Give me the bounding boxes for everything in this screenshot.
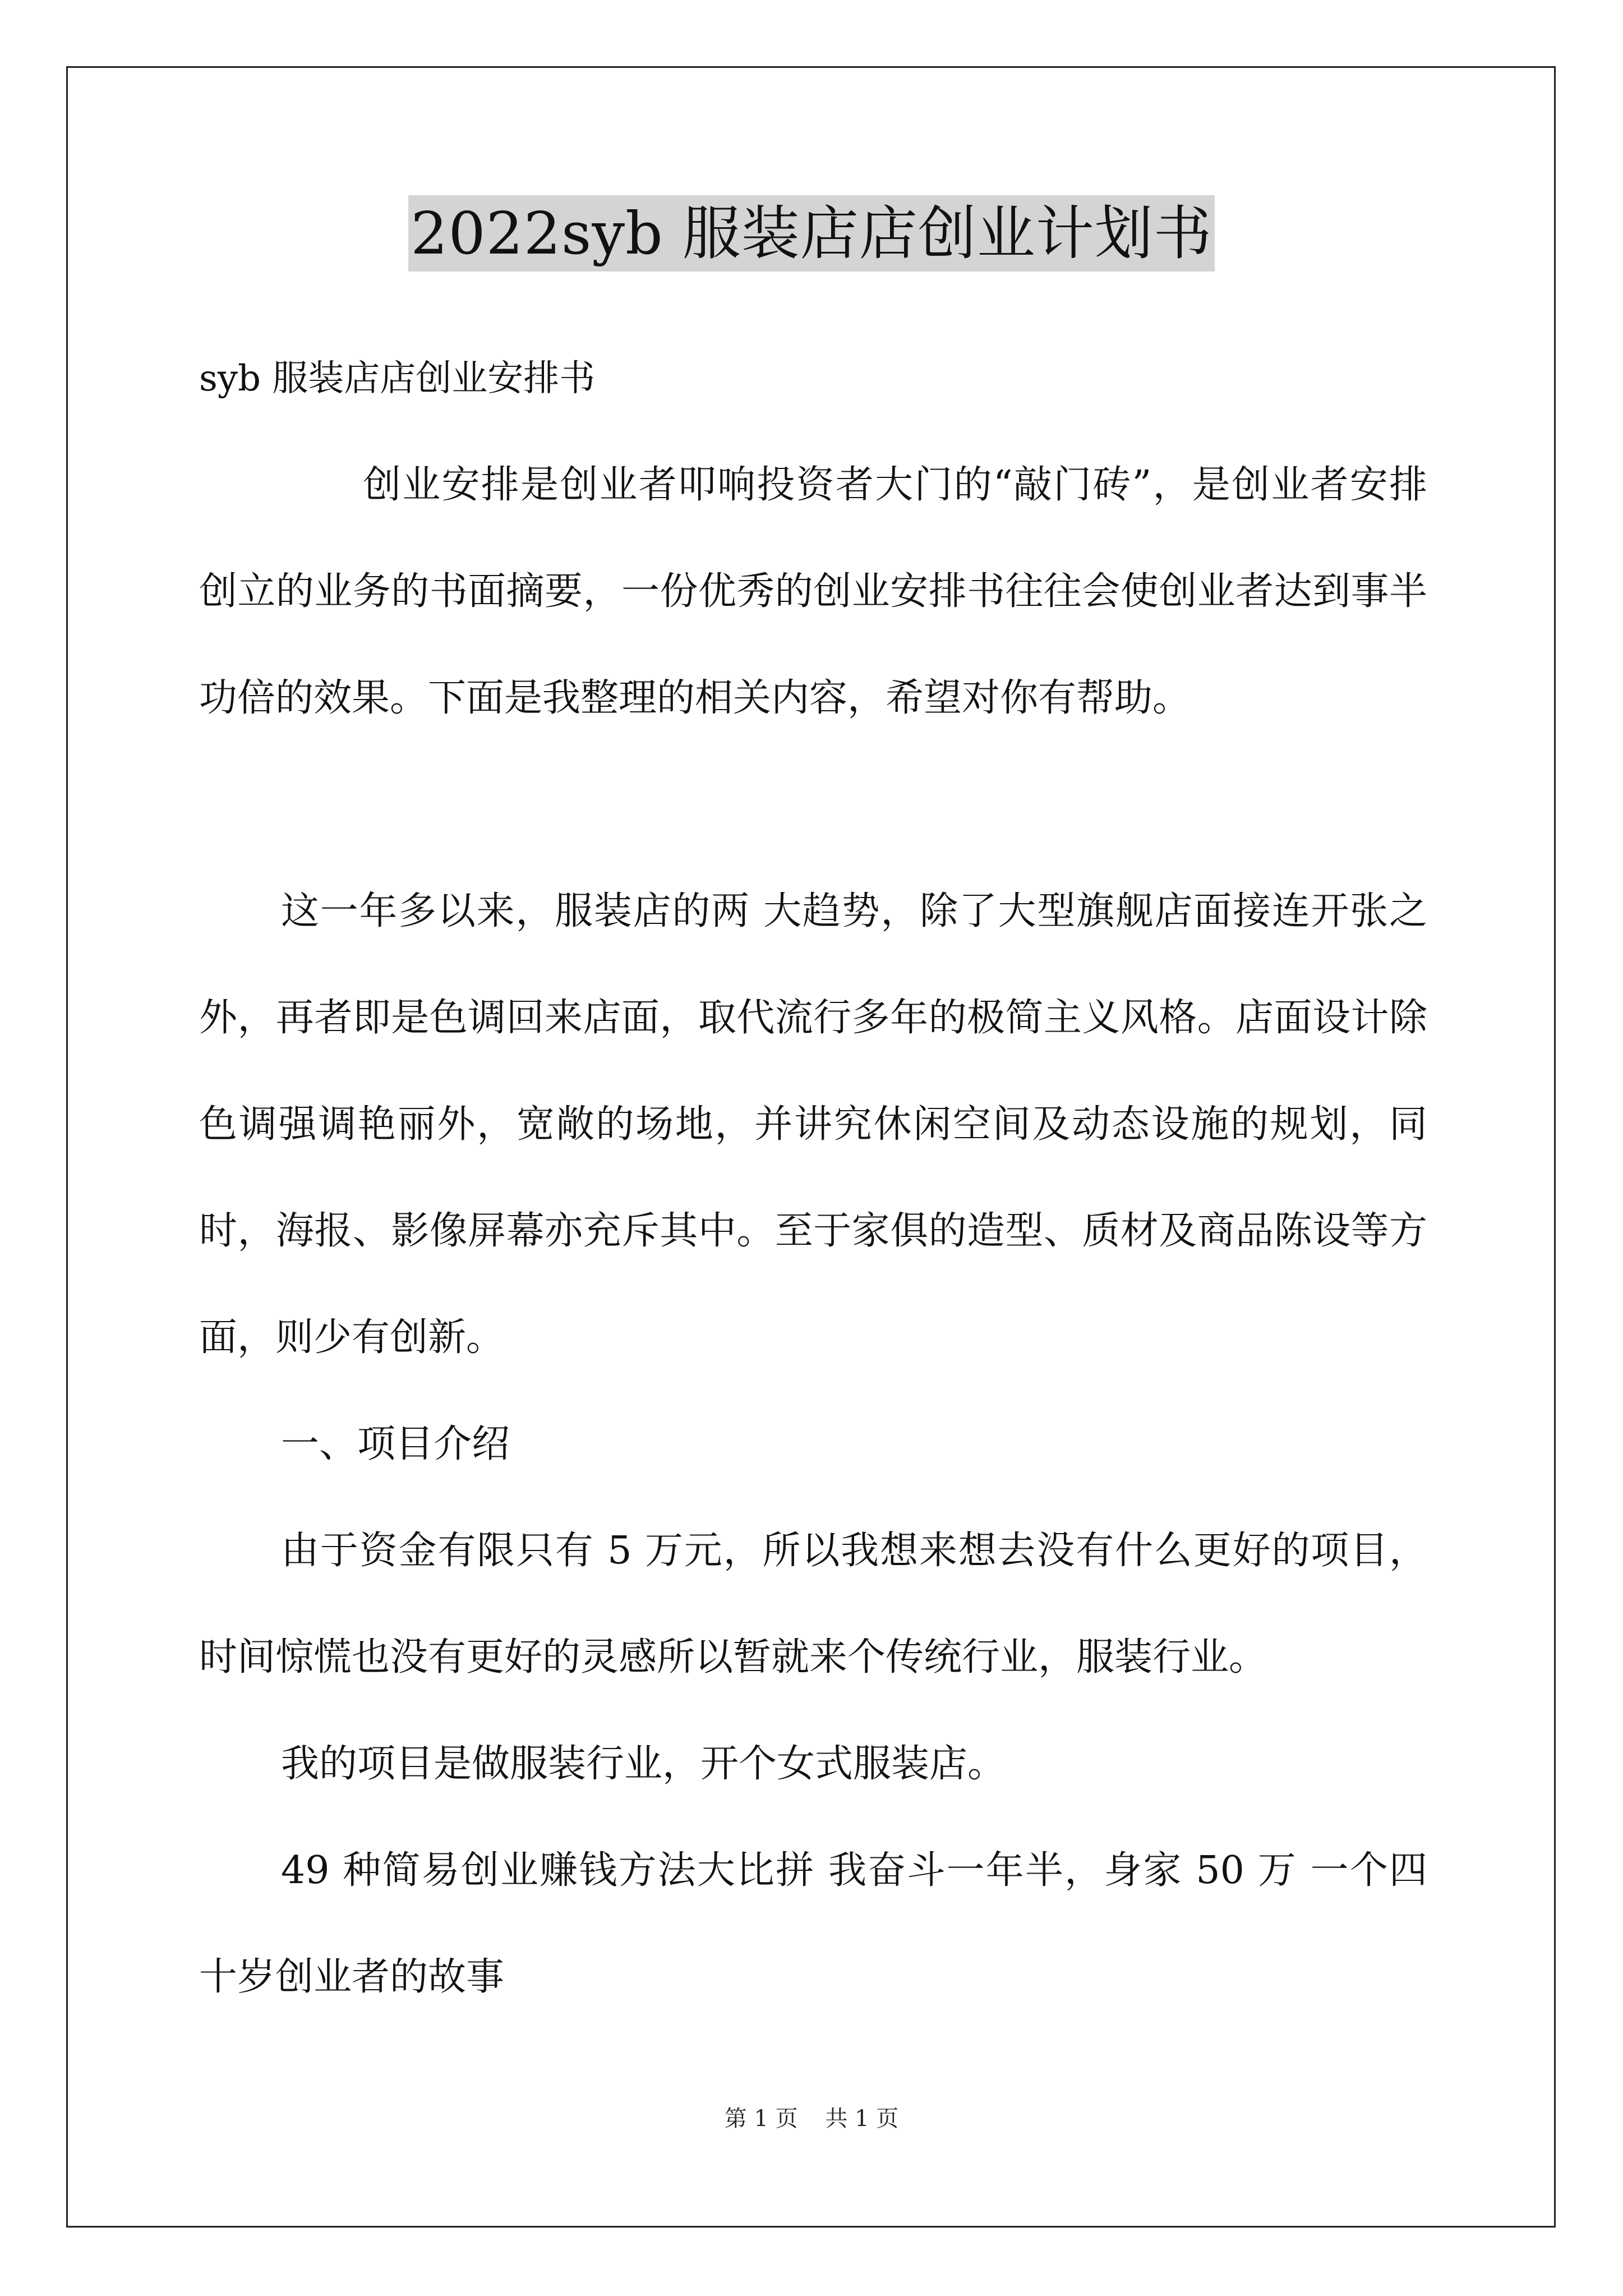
page-footer bbox=[0, 2101, 1623, 2133]
body-paragraph: 这一年多以来，服装店的两 大趋势，除了大型旗舰店面接连开张之外，再者即是色调回来店面，取代流行多年的极简主义风格。店面设计除色调强调艳丽外，宽敞的场地，并讲究休闲空间及动态设施的规划，同时，海报、影像屏幕亦充斥其中。至于家俱的造型、质材及商品陈设等方面，则少有创新。 bbox=[199, 889, 1427, 1360]
title-block bbox=[0, 195, 1623, 272]
section-heading: 一、项目介绍 bbox=[281, 1422, 510, 1466]
page-total: 共 1 页 bbox=[825, 2106, 899, 2132]
document-title: 2022syb 服装店店创业计划书 bbox=[408, 195, 1214, 272]
body-paragraph: 我的项目是做服装行业，开个女式服装店。 bbox=[281, 1742, 1006, 1786]
document-body bbox=[199, 325, 1427, 2031]
paragraph-spacer bbox=[199, 752, 1427, 858]
body-paragraph: 49 种简易创业赚钱方法大比拼 我奋斗一年半，身家 50 万 一个四十岁创业者的故事 bbox=[199, 1848, 1427, 1999]
page-number: 第 1 页 bbox=[724, 2106, 798, 2132]
document-subtitle: syb 服装店店创业安排书 bbox=[199, 358, 596, 399]
body-paragraph: 由于资金有限只有 5 万元，所以我想来想去没有什么更好的项目，时间惊慌也没有更好的灵感所以暂就来个传统行业，服装行业。 bbox=[199, 1529, 1427, 1680]
intro-paragraph: 创业安排是创业者叩响投资者大门的“敲门砖”，是创业者安排创立的业务的书面摘要，一份优秀的创业安排书往往会使创业者达到事半功倍的效果。下面是我整理的相关内容，希望对你有帮助。 bbox=[199, 463, 1427, 720]
